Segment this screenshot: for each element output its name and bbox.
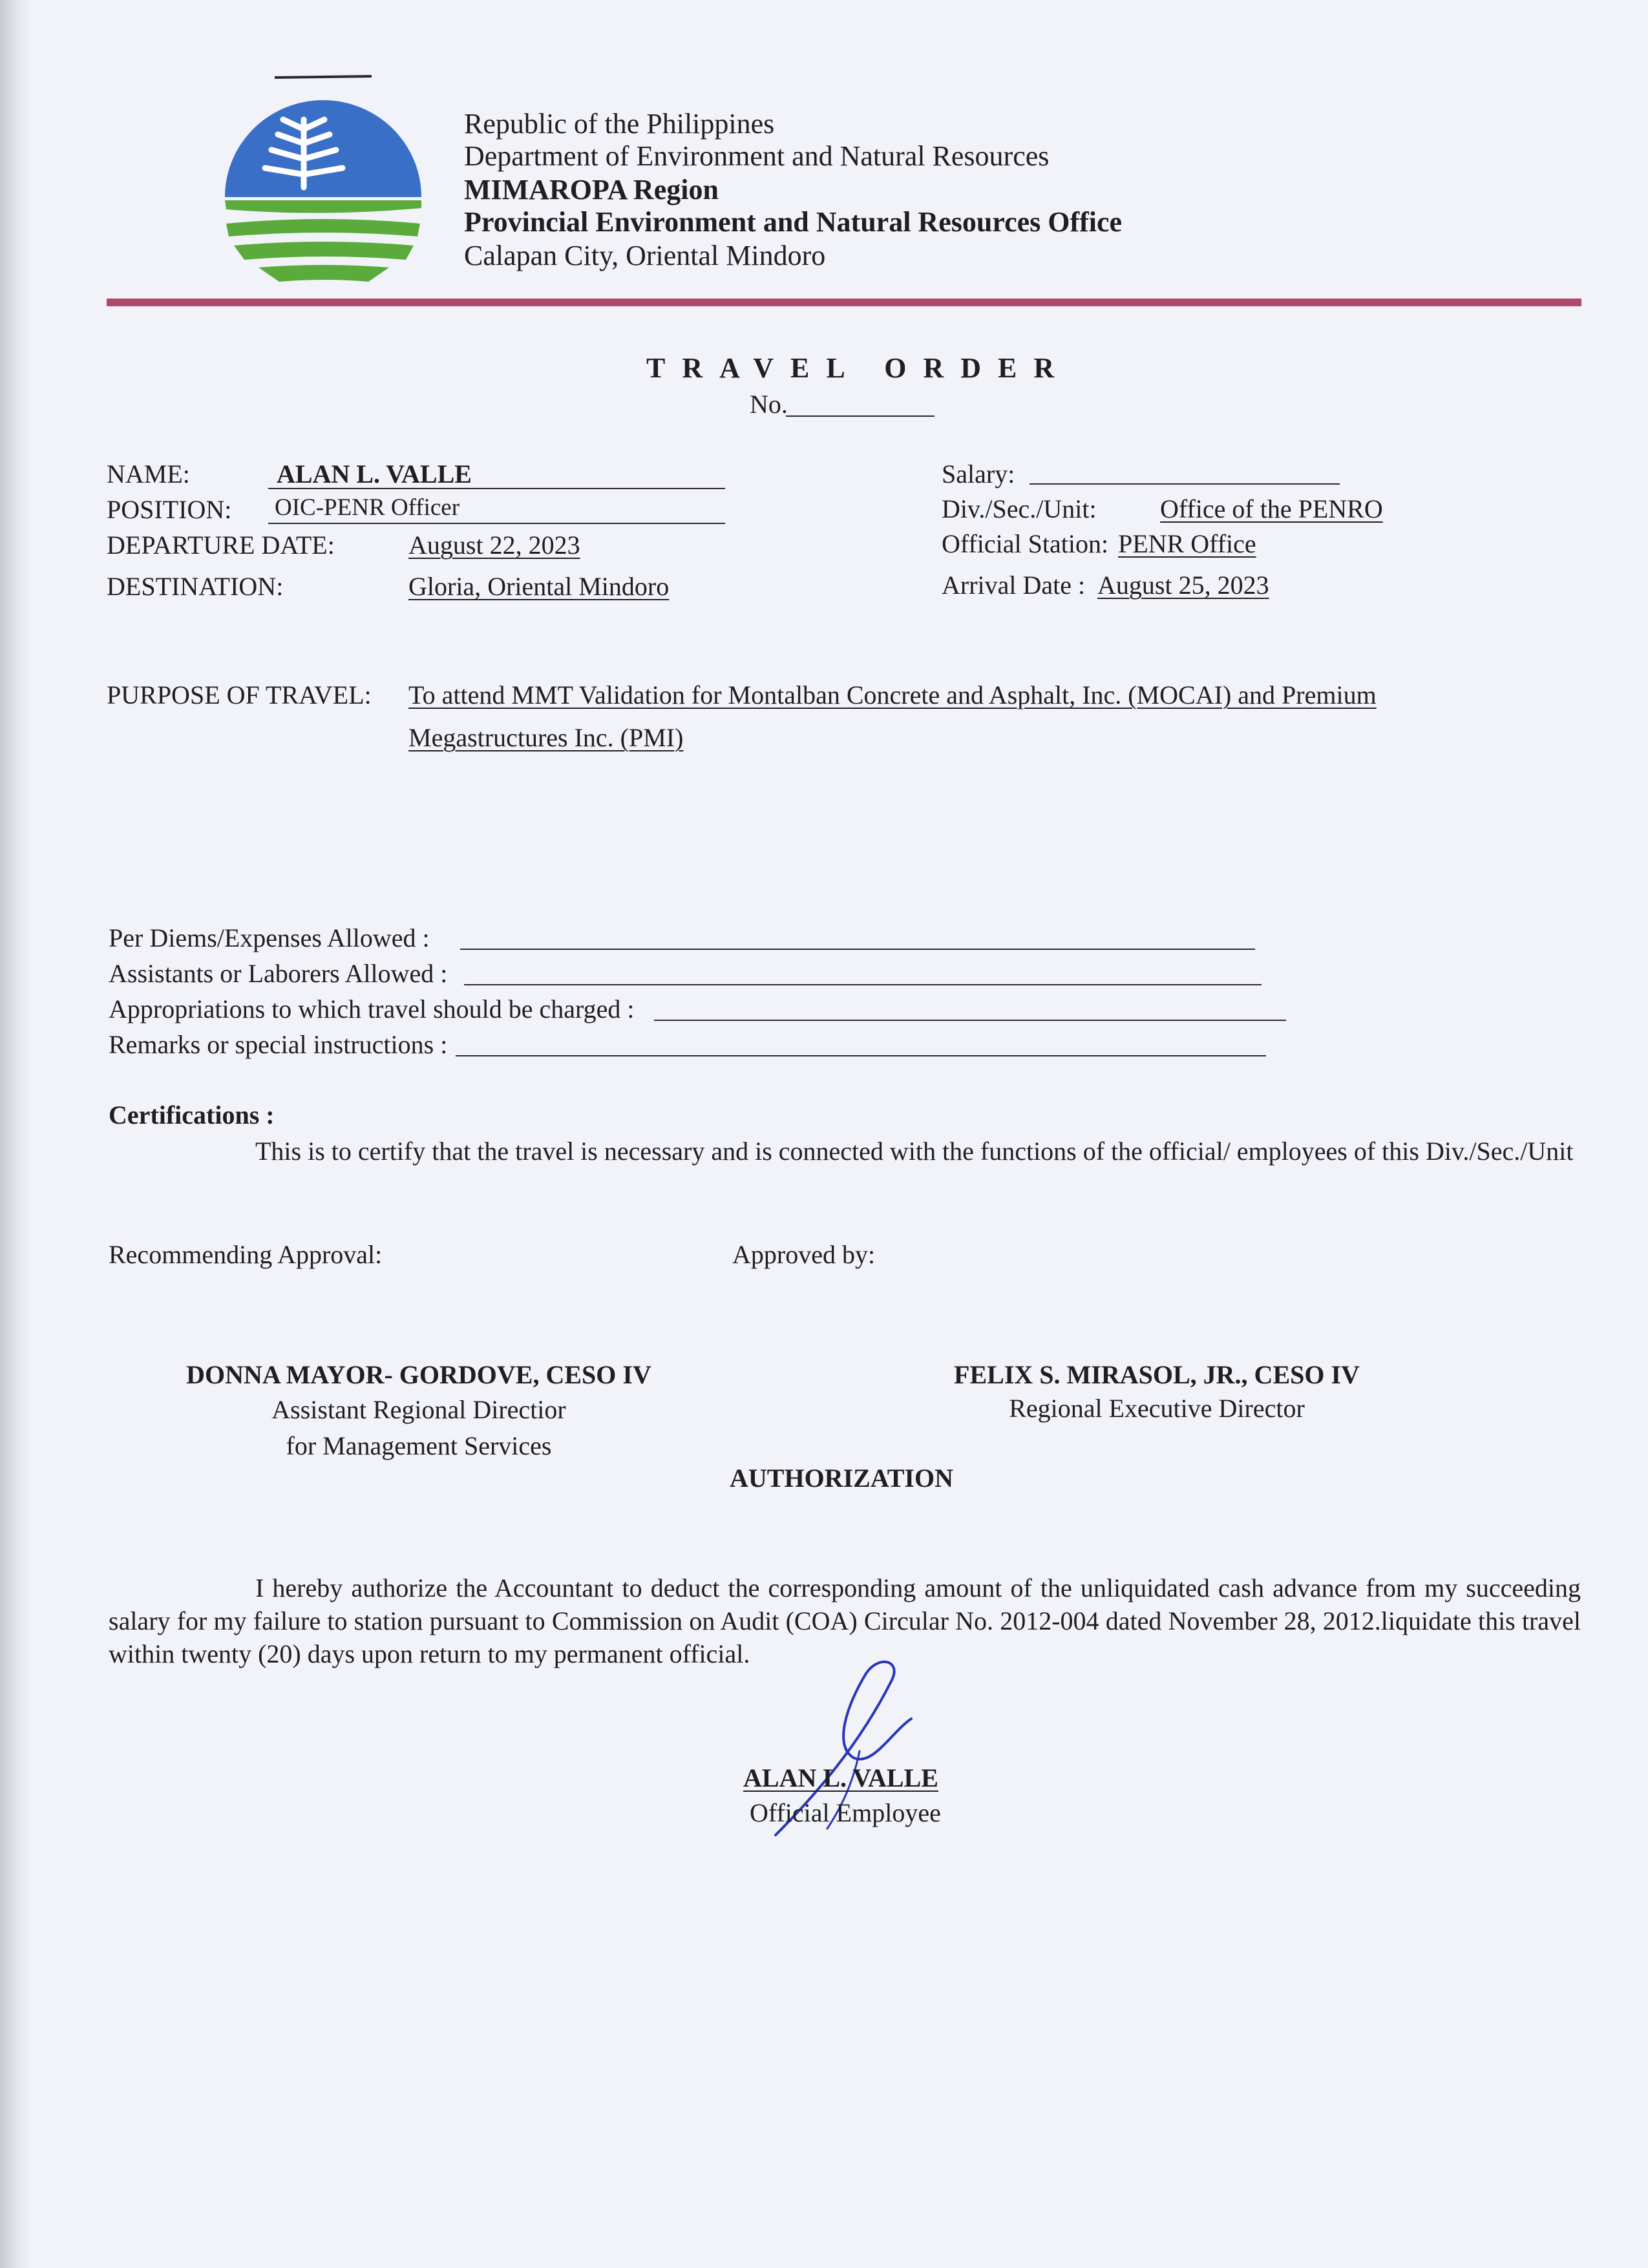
departure-label: DEPARTURE DATE:: [107, 530, 335, 560]
recommender-name: DONNA MAYOR- GORDOVE, CESO IV: [186, 1360, 651, 1389]
purpose-line-2: Megastructures Inc. (PMI): [408, 723, 684, 752]
departure-value: August 22, 2023: [408, 530, 580, 560]
approver-title: Regional Executive Director: [1009, 1394, 1305, 1423]
header-region: MIMAROPA Region: [464, 174, 719, 205]
number-label: No.: [750, 390, 788, 419]
appropriations-label: Appropriations to which travel should be charged :: [109, 994, 635, 1024]
per-diems-label: Per Diems/Expenses Allowed :: [109, 923, 430, 952]
name-underline: [268, 488, 725, 489]
certifications-text: This is to certify that the travel is necessary and is connected with the functions of the official/ employees of this Div./Sec./Unit: [255, 1137, 1574, 1166]
destination-label: DESTINATION:: [107, 572, 284, 601]
station-value: PENR Office: [1118, 529, 1256, 558]
recommending-label: Recommending Approval:: [109, 1240, 383, 1269]
document-title: TRAVEL ORDER: [646, 352, 1072, 384]
arrival-value: August 25, 2023: [1097, 571, 1269, 600]
recommender-title-2: for Management Services: [286, 1431, 552, 1460]
name-label: NAME:: [107, 459, 190, 488]
arrival-label: Arrival Date :: [942, 571, 1086, 600]
assistants-label: Assistants or Laborers Allowed :: [109, 959, 448, 988]
position-underline: [268, 523, 725, 524]
division-value: Office of the PENRO: [1160, 494, 1383, 523]
certifications-heading: Certifications :: [109, 1100, 275, 1129]
salary-label: Salary:: [942, 459, 1015, 488]
remarks-label: Remarks or special instructions :: [109, 1030, 448, 1059]
number-blank: [786, 415, 935, 417]
employee-title: Official Employee: [750, 1798, 941, 1827]
division-label: Div./Sec./Unit:: [942, 494, 1097, 523]
position-value: OIC-PENR Officer: [275, 494, 460, 521]
denr-logo: [220, 71, 427, 284]
position-label: POSITION:: [107, 495, 232, 524]
approved-label: Approved by:: [732, 1240, 876, 1269]
header-republic: Republic of the Philippines: [464, 108, 775, 140]
recommender-title-1: Assistant Regional Directior: [271, 1395, 566, 1424]
appropriations-blank: [654, 1020, 1286, 1021]
authorization-heading: AUTHORIZATION: [730, 1464, 953, 1493]
scan-edge: [0, 0, 31, 2268]
header-divider: [107, 299, 1581, 306]
name-value: ALAN L. VALLE: [277, 459, 472, 488]
purpose-label: PURPOSE OF TRAVEL:: [107, 680, 372, 709]
station-label: Official Station:: [942, 529, 1109, 558]
assistants-blank: [464, 984, 1262, 985]
purpose-line-1: To attend MMT Validation for Montalban Concrete and Asphalt, Inc. (MOCAI) and Premium: [408, 680, 1377, 709]
authorization-text: I hereby authorize the Accountant to deduct the corresponding amount of the unliquidated cash advance from my succeeding salary for my failure to station pursuant to Commission on Audit (COA) Circular No. 2012-004 dated November 28, 2012.liquidate this travel within twenty (20) days upon return to my permanent official.: [109, 1573, 1581, 1668]
denr-logo-icon: [220, 71, 427, 284]
salary-blank: [1030, 483, 1340, 485]
per-diems-blank: [460, 949, 1255, 950]
header-city: Calapan City, Oriental Mindoro: [464, 240, 826, 271]
approver-name: FELIX S. MIRASOL, JR., CESO IV: [954, 1360, 1360, 1389]
header-office: Provincial Environment and Natural Resources Office: [464, 206, 1123, 238]
remarks-blank: [456, 1055, 1266, 1056]
header-department: Department of Environment and Natural Resources: [464, 140, 1050, 172]
employee-name: ALAN L. VALLE: [743, 1763, 938, 1792]
destination-value: Gloria, Oriental Mindoro: [408, 572, 670, 601]
